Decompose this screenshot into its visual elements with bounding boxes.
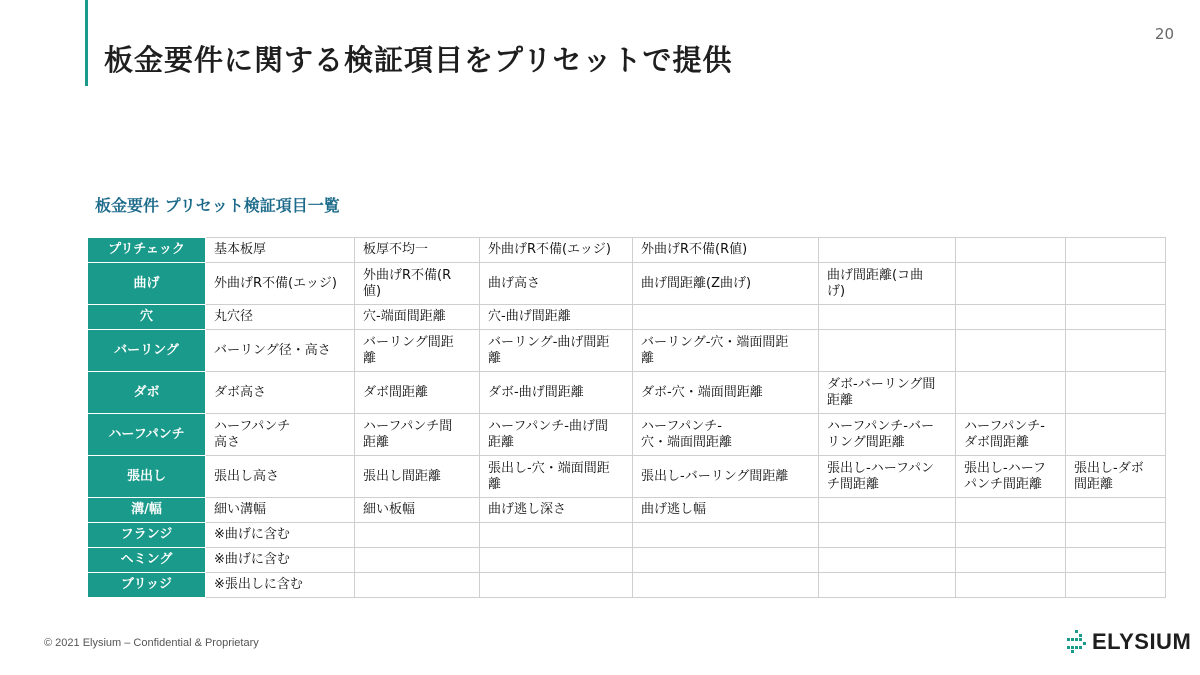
elysium-logo-mark-icon — [1066, 629, 1086, 655]
table-cell — [633, 523, 819, 548]
cell-text: バーリング-穴・端面間距 離 — [641, 334, 789, 366]
row-header: プリチェック — [88, 238, 206, 263]
row-header: 穴 — [88, 305, 206, 330]
table-cell — [956, 414, 1066, 456]
cell-text: 細い板幅 — [363, 502, 416, 517]
table-cell — [1066, 573, 1166, 598]
cell-text: ハーフパンチ- ダボ間距離 — [964, 418, 1046, 450]
table-row — [88, 372, 1166, 414]
table-cell — [1066, 414, 1166, 456]
cell-text: ダボ-バーリング間 距離 — [827, 376, 936, 408]
table-cell — [355, 498, 480, 523]
table-cell — [206, 548, 355, 573]
table-cell — [480, 305, 633, 330]
table-cell — [956, 548, 1066, 573]
table-cell — [355, 305, 480, 330]
cell-text: 外曲げR不備(R値) — [641, 242, 748, 257]
table-cell — [633, 305, 819, 330]
table-cell — [956, 573, 1066, 598]
cell-text: 外曲げR不備(R 値) — [363, 267, 452, 299]
table-cell — [819, 548, 956, 573]
table-cell — [355, 330, 480, 372]
table-row — [88, 523, 1166, 548]
table-row — [88, 573, 1166, 598]
cell-text: 板厚不均一 — [363, 242, 429, 257]
table-cell — [633, 414, 819, 456]
table-cell — [480, 523, 633, 548]
cell-text: 基本板厚 — [214, 242, 267, 257]
cell-text: 張出し-ハーフパン チ間距離 — [827, 460, 935, 492]
table-cell — [1066, 498, 1166, 523]
cell-text: ダボ間距離 — [363, 384, 429, 400]
table-cell — [206, 372, 355, 414]
table-row — [88, 456, 1166, 498]
table-cell — [355, 573, 480, 598]
cell-text: ハーフパンチ- 穴・端面間距離 — [641, 418, 733, 450]
table-cell — [355, 263, 480, 305]
table-cell — [206, 305, 355, 330]
cell-text: 曲げ間距離(Z曲げ) — [641, 275, 752, 291]
table-cell — [956, 456, 1066, 498]
table-cell — [956, 238, 1066, 263]
table-cell — [956, 305, 1066, 330]
table-cell — [819, 523, 956, 548]
table-row — [88, 414, 1166, 456]
table-cell — [480, 548, 633, 573]
table-cell — [480, 238, 633, 263]
cell-text: 曲げ逃し幅 — [641, 502, 707, 517]
cell-text: ハーフパンチ間 距離 — [363, 418, 453, 450]
table-cell — [819, 372, 956, 414]
table-cell — [1066, 548, 1166, 573]
cell-text: 張出し-ダボ 間距離 — [1074, 460, 1144, 492]
table-cell — [480, 263, 633, 305]
table-row — [88, 263, 1166, 305]
cell-text: 曲げ高さ — [488, 275, 541, 291]
cell-text: 丸穴径 — [214, 309, 254, 324]
cell-text: ※曲げに含む — [214, 552, 290, 567]
preset-check-table — [87, 237, 1166, 598]
table-cell — [633, 456, 819, 498]
table-cell — [819, 414, 956, 456]
row-header: ダボ — [88, 372, 206, 414]
table-cell — [819, 498, 956, 523]
cell-text: 張出し高さ — [214, 468, 280, 484]
row-header: フランジ — [88, 523, 206, 548]
table-cell — [1066, 456, 1166, 498]
cell-text: ダボ高さ — [214, 384, 267, 400]
row-header: ヘミング — [88, 548, 206, 573]
table-cell — [956, 330, 1066, 372]
table-cell — [480, 372, 633, 414]
table-cell — [355, 523, 480, 548]
table-cell — [819, 456, 956, 498]
row-header: ハーフパンチ — [88, 414, 206, 456]
table-cell — [1066, 263, 1166, 305]
elysium-logo — [1066, 629, 1191, 655]
cell-text: 穴-曲げ間距離 — [488, 309, 571, 324]
table-cell — [1066, 238, 1166, 263]
cell-text: ※張出しに含む — [214, 577, 303, 592]
table-row — [88, 330, 1166, 372]
table-cell — [1066, 330, 1166, 372]
row-header: 溝/幅 — [88, 498, 206, 523]
table-cell — [206, 498, 355, 523]
cell-text: 張出し-バーリング間距離 — [641, 468, 789, 484]
table-cell — [633, 372, 819, 414]
table-cell — [633, 263, 819, 305]
table-cell — [355, 456, 480, 498]
page-title: 板金要件に関する検証項目をプリセットで提供 — [104, 43, 733, 77]
table-cell — [1066, 523, 1166, 548]
table-cell — [956, 263, 1066, 305]
cell-text: 張出し間距離 — [363, 468, 442, 484]
table-cell — [819, 305, 956, 330]
table-cell — [633, 330, 819, 372]
table-cell — [633, 238, 819, 263]
cell-text: 外曲げR不備(エッジ) — [488, 242, 611, 257]
cell-text: ハーフパンチ-バー リング間距離 — [827, 418, 935, 450]
cell-text: ダボ-穴・端面間距離 — [641, 384, 763, 400]
table-row — [88, 498, 1166, 523]
table-cell — [956, 498, 1066, 523]
table-cell — [956, 523, 1066, 548]
table-row — [88, 305, 1166, 330]
cell-text: 細い溝幅 — [214, 502, 267, 517]
row-header: 張出し — [88, 456, 206, 498]
table-cell — [819, 330, 956, 372]
table-cell — [633, 573, 819, 598]
section-title: 板金要件 プリセット検証項目一覧 — [95, 196, 340, 215]
table-cell — [355, 548, 480, 573]
table-cell — [633, 498, 819, 523]
cell-text: バーリング間距 離 — [363, 334, 454, 366]
table-cell — [206, 238, 355, 263]
cell-text: ハーフパンチ 高さ — [214, 418, 291, 450]
table-cell — [206, 456, 355, 498]
cell-text: バーリング-曲げ間距 離 — [488, 334, 610, 366]
cell-text: 曲げ逃し深さ — [488, 502, 567, 517]
row-header: ブリッジ — [88, 573, 206, 598]
elysium-logo-text: ELYSIUM — [1092, 629, 1192, 654]
cell-text: ハーフパンチ-曲げ間 距離 — [488, 418, 609, 450]
page-number: 20 — [1154, 25, 1174, 43]
table-cell — [355, 238, 480, 263]
cell-text: バーリング径・高さ — [214, 342, 331, 358]
table-cell — [1066, 305, 1166, 330]
table-cell — [206, 263, 355, 305]
cell-text: 曲げ間距離(コ曲 げ) — [827, 267, 924, 299]
table-cell — [956, 372, 1066, 414]
table-cell — [206, 523, 355, 548]
table-cell — [355, 414, 480, 456]
title-accent-bar — [85, 0, 88, 86]
copyright-text: © 2021 Elysium – Confidential & Proprietary — [44, 637, 259, 649]
table-cell — [819, 238, 956, 263]
table-row — [88, 548, 1166, 573]
cell-text: 張出し-ハーフ パンチ間距離 — [964, 460, 1047, 492]
cell-text: 穴-端面間距離 — [363, 309, 446, 324]
table-cell — [480, 573, 633, 598]
row-header: 曲げ — [88, 263, 206, 305]
table-cell — [480, 414, 633, 456]
cell-text: ※曲げに含む — [214, 527, 290, 542]
table-cell — [633, 548, 819, 573]
table-cell — [480, 456, 633, 498]
table-row — [88, 238, 1166, 263]
table-cell — [819, 573, 956, 598]
table-cell — [480, 498, 633, 523]
cell-text: 張出し-穴・端面間距 離 — [488, 460, 610, 492]
table-cell — [206, 573, 355, 598]
table-cell — [206, 330, 355, 372]
table-cell — [206, 414, 355, 456]
table-body — [88, 238, 1166, 598]
cell-text: 外曲げR不備(エッジ) — [214, 275, 337, 291]
table-cell — [1066, 372, 1166, 414]
cell-text: ダボ-曲げ間距離 — [488, 384, 584, 400]
row-header: バーリング — [88, 330, 206, 372]
table-cell — [819, 263, 956, 305]
table-cell — [355, 372, 480, 414]
table-cell — [480, 330, 633, 372]
